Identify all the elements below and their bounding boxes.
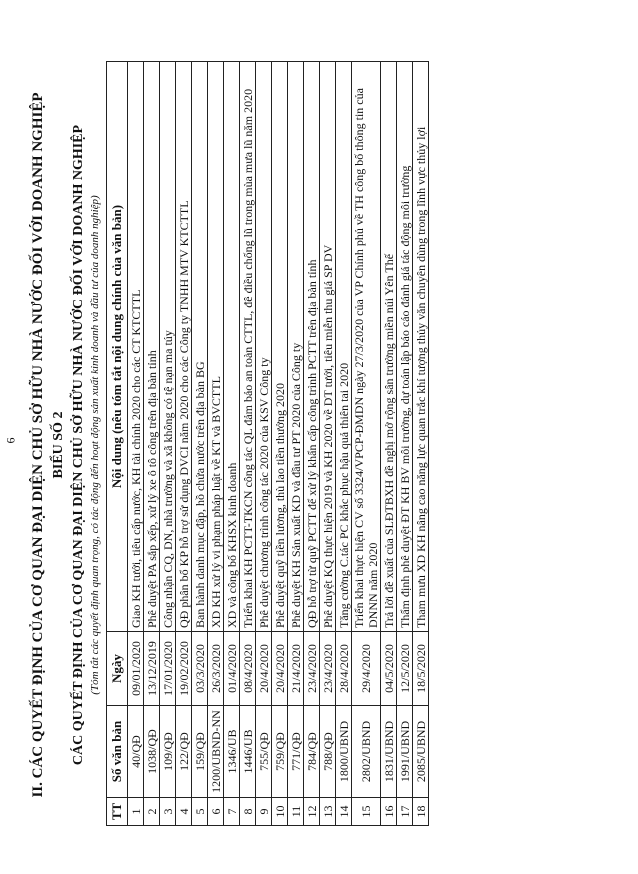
doc-content: Triển khai thực hiện CV số 3324/VPCP-ĐMDN ngày 27/3/2020 của VP Chính phủ về TH công bố thông tin của DNNN năm 2020: [352, 62, 381, 632]
table-row: [352, 62, 381, 826]
table-header-row: [107, 62, 128, 826]
doc-number: 159/QĐ: [192, 706, 208, 798]
doc-date: 26/3/2020: [208, 632, 224, 706]
table-row: [413, 62, 429, 826]
doc-date: 20/4/2020: [272, 632, 288, 706]
row-number: 7: [224, 798, 240, 826]
table-body: [128, 62, 429, 826]
doc-content: QĐ hỗ trợ từ quỹ PCTT để xử lý khẩn cấp công trình PCTT trên địa bàn tỉnh: [304, 62, 320, 632]
doc-content: QĐ phân bổ KP hỗ trợ sử dụng DVCI năm 2020 cho các Công ty TNHH MTV KTCTTL: [176, 62, 192, 632]
doc-date: 13/12/2019: [144, 632, 160, 706]
row-number: 13: [320, 798, 336, 826]
doc-date: 29/4/2020: [352, 632, 381, 706]
row-number: 11: [288, 798, 304, 826]
doc-date: 08/4/2020: [240, 632, 256, 706]
doc-date: 23/4/2020: [304, 632, 320, 706]
doc-number: 2085/UBND: [413, 706, 429, 798]
doc-content: Tham mưu XD KH nâng cao năng lực quan trắc khí tượng thủy văn chuyên dùng trong lĩnh vực thủy lợi: [413, 62, 429, 632]
form-label: BIỂU SỐ 2: [51, 411, 66, 479]
doc-date: 21/4/2020: [288, 632, 304, 706]
doc-number: 1831/UBND: [381, 706, 397, 798]
table-row: [144, 62, 160, 826]
doc-number: 1038/QĐ: [144, 706, 160, 798]
doc-date: 18/5/2020: [413, 632, 429, 706]
row-number: 17: [397, 798, 413, 826]
doc-date: 17/01/2020: [160, 632, 176, 706]
doc-number: 1991/UBND: [397, 706, 413, 798]
row-number: 16: [381, 798, 397, 826]
doc-date: 20/4/2020: [256, 632, 272, 706]
doc-content: Giao KH tưới, tiêu cấp nước, KH tài chính 2020 cho các CT KTCTTL: [128, 62, 144, 632]
doc-number: 771/QĐ: [288, 706, 304, 798]
doc-content: Ban hành danh mục đập, hồ chứa nước trên địa bàn BG: [192, 62, 208, 632]
doc-number: 759/QĐ: [272, 706, 288, 798]
row-number: 6: [208, 798, 224, 826]
table-row: [288, 62, 304, 826]
row-number: 8: [240, 798, 256, 826]
doc-date: 28/4/2020: [336, 632, 352, 706]
document-subtitle: (Tóm tắt các quyết định quan trọng, có tác động đến hoạt động sản xuất kinh doanh và đầu tư của doanh nghiệp): [89, 195, 101, 695]
table-row: [272, 62, 288, 826]
doc-number: 755/QĐ: [256, 706, 272, 798]
table-row: [128, 62, 144, 826]
doc-content: Phê duyệt chương trình công tác 2020 của KSV Công ty: [256, 62, 272, 632]
doc-date: 09/01/2020: [128, 632, 144, 706]
doc-date: 04/5/2020: [381, 632, 397, 706]
row-number: 3: [160, 798, 176, 826]
doc-content: Phê duyệt PA sắp xếp, xử lý xe ô tô công trên địa bàn tỉnh: [144, 62, 160, 632]
doc-number: 1446/UB: [240, 706, 256, 798]
doc-date: 23/4/2020: [320, 632, 336, 706]
table-row: [192, 62, 208, 826]
table-row: [176, 62, 192, 826]
doc-content: Triển khai KH PCTT-TKCN công tác QL đảm bảo an toàn CTTL, đê điều chống lũ trong mùa mưa lũ năm 2020: [240, 62, 256, 632]
doc-number: 784/QĐ: [304, 706, 320, 798]
header-date: Ngày: [107, 632, 128, 706]
header-tt: TT: [107, 798, 128, 826]
doc-number: 109/QĐ: [160, 706, 176, 798]
doc-number: 40/QĐ: [128, 706, 144, 798]
table-row: [336, 62, 352, 826]
rotated-page: [26, 50, 618, 840]
table-row: [240, 62, 256, 826]
doc-content: XD và công bố KHSX kinh doanh: [224, 62, 240, 632]
table-row: [256, 62, 272, 826]
row-number: 12: [304, 798, 320, 826]
doc-date: 19/02/2020: [176, 632, 192, 706]
doc-content: XD KH xử lý vi phạm pháp luật về KT và BVCTTL: [208, 62, 224, 632]
row-number: 4: [176, 798, 192, 826]
doc-content: Thẩm định phê duyệt ĐT KH BV môi trường, dự toán lập báo cáo đánh giá tác động môi trường: [397, 62, 413, 632]
document-title: CÁC QUYẾT ĐỊNH CỦA CƠ QUAN ĐẠI DIỆN CHỦ SỞ HỮU NHÀ NƯỚC ĐỐI VỚI DOANH NGHIỆP: [71, 124, 86, 766]
doc-content: Trả lời đề xuất của SLĐTBXH đề nghị mở rộng sân trường miền núi Yên Thế: [381, 62, 397, 632]
doc-number: 788/QĐ: [320, 706, 336, 798]
page-number: 6: [3, 437, 18, 444]
section-heading: II. CÁC QUYẾT ĐỊNH CỦA CƠ QUAN ĐẠI DIỆN CHỦ SỞ HỮU NHÀ NƯỚC ĐỐI VỚI DOANH NGHIỆP: [30, 92, 46, 798]
row-number: 5: [192, 798, 208, 826]
decisions-table: [106, 61, 429, 826]
table-row: [208, 62, 224, 826]
table-row: [381, 62, 397, 826]
row-number: 15: [352, 798, 381, 826]
row-number: 10: [272, 798, 288, 826]
table-row: [160, 62, 176, 826]
doc-date: 03/3/2020: [192, 632, 208, 706]
doc-content: Phê duyệt KH Sản xuất KD và đầu tư PT 2020 của Công ty: [288, 62, 304, 632]
header-content: Nội dung (nêu tóm tắt nội dung chính của văn bản): [107, 62, 128, 632]
doc-content: Phê duyệt KQ thực hiện 2019 và KH 2020 về DT tưới, tiêu miễn thu giá SP DV: [320, 62, 336, 632]
doc-date: 01/4/2020: [224, 632, 240, 706]
row-number: 1: [128, 798, 144, 826]
doc-number: 2802/UBND: [352, 706, 381, 798]
table-row: [224, 62, 240, 826]
doc-date: 12/5/2020: [397, 632, 413, 706]
doc-number: 1346/UB: [224, 706, 240, 798]
header-doc-number: Số văn bản: [107, 706, 128, 798]
doc-number: 1800/UBND: [336, 706, 352, 798]
row-number: 14: [336, 798, 352, 826]
doc-content: Công nhận CQ, DN, nhà trường và xã không có tệ nạn ma túy: [160, 62, 176, 632]
row-number: 18: [413, 798, 429, 826]
table-row: [320, 62, 336, 826]
row-number: 2: [144, 798, 160, 826]
table-row: [304, 62, 320, 826]
table-row: [397, 62, 413, 826]
row-number: 9: [256, 798, 272, 826]
doc-number: 1200/UBND-NN: [208, 706, 224, 798]
doc-number: 122/QĐ: [176, 706, 192, 798]
doc-content: Tăng cường C.tác PC khắc phục hậu quả thiên tai 2020: [336, 62, 352, 632]
doc-content: Phê duyệt quỹ tiền lương, thù lao tiền thưởng 2020: [272, 62, 288, 632]
